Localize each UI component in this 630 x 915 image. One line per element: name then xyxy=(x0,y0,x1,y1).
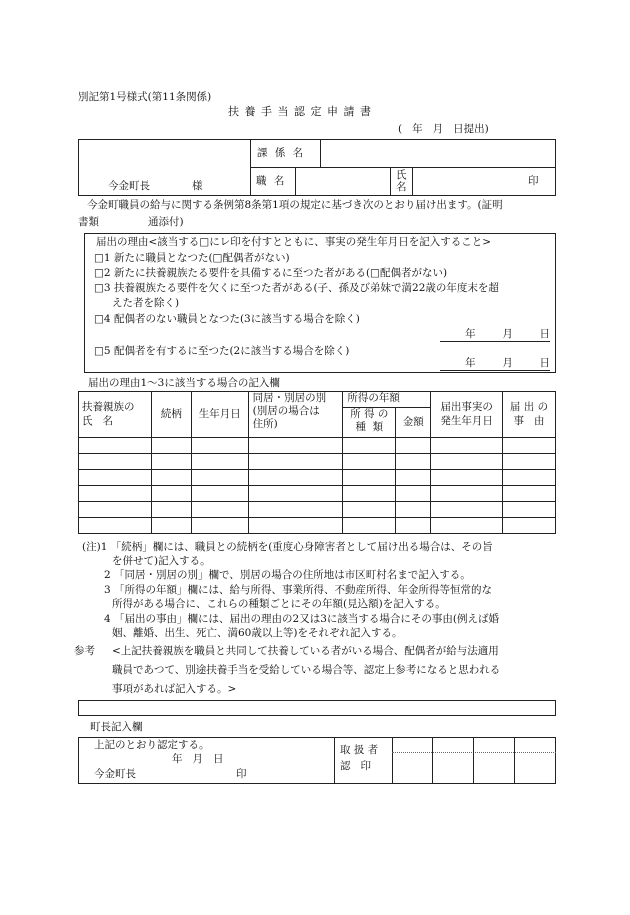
note-4: 4 「届出の事由」欄には、届出の理由の2又は3に該当する場合にその事由(例えば婚 xyxy=(104,613,499,625)
header-income: 所得の年額 xyxy=(343,392,431,408)
header-birthdate: 生年月日 xyxy=(191,392,248,438)
reference-line-3: 事項があれば記入する。> xyxy=(112,683,237,695)
position-field[interactable] xyxy=(297,169,389,195)
header-name: 扶養親族の 氏 名 xyxy=(79,392,152,438)
note-1: (注)1 「続柄」欄には、職員との続柄を(重度心身障害者として届け出る場合は、その旨 xyxy=(82,541,493,553)
reason-5[interactable]: □5 配偶者を有するに至つた(2に該当する場合を除く) xyxy=(94,345,350,357)
submission-date[interactable]: ( 年 月 日提出) xyxy=(398,123,489,135)
note-3-cont: 所得がある場合に、これらの種類ごとにその年額(見込額)を記入する。 xyxy=(112,598,446,610)
handler-seal-cell-2[interactable] xyxy=(433,738,474,783)
reason-1[interactable]: □1 新たに職員となつた(□配偶者がない) xyxy=(94,252,290,264)
intro-docs: 書類 xyxy=(78,216,99,228)
note-3: 3 「所得の年額」欄には、給与所得、事業所得、不動産所得、年金所得等恒常的な xyxy=(104,584,493,596)
approve-date[interactable]: 年 月 日 xyxy=(172,753,224,765)
note-4-cont: 姻、離婚、出生、死亡、満60歳以上等)をそれぞれ記入する。 xyxy=(112,627,403,639)
reference-line-2: 職員であつて、別途扶養手当を受給している場合等、認定上参考になると思われる xyxy=(112,664,501,676)
handler-label-2: 認 印 xyxy=(340,760,372,772)
table-row xyxy=(79,502,556,518)
approve-text: 上記のとおり認定する。 xyxy=(94,739,210,751)
table-caption: 届出の理由1〜3に該当する場合の記入欄 xyxy=(88,377,280,389)
table-row xyxy=(79,486,556,502)
table-row xyxy=(79,438,556,454)
dependents-table xyxy=(78,391,556,534)
mayor-seal: 印 xyxy=(236,768,247,780)
handler-seal-cell-1[interactable] xyxy=(393,738,433,783)
mayor-name: 今金町長 xyxy=(94,768,136,780)
header-residence: 同居・別居の別 (別居の場合は 住所) xyxy=(248,392,343,438)
header-reason: 届 出 の 事 由 xyxy=(503,392,556,438)
form-number: 別記第1号様式(第11条関係) xyxy=(78,91,212,103)
form-title: 扶 養 手 当 認 定 申 請 書 xyxy=(228,105,372,118)
reason-5-date[interactable]: 年 月 日 xyxy=(440,357,550,371)
handler-seal-cell-4[interactable] xyxy=(515,738,555,783)
header-event-date: 届出事実の 発生年月日 xyxy=(431,392,503,438)
table-row xyxy=(79,470,556,486)
reason-3-cont: えた者を除く) xyxy=(112,297,180,309)
mayor-honorific: 様 xyxy=(192,180,203,192)
reference-field[interactable] xyxy=(78,700,556,716)
intro-line-1: 今金町職員の給与に関する条例第8条第1項の規定に基づき次のとおり届け出ます。(証明 xyxy=(87,199,503,211)
handler-seal-cell-3[interactable] xyxy=(474,738,515,783)
reason-2[interactable]: □2 新たに扶養親族たる要件を具備するに至つた者がある(□配偶者がない) xyxy=(94,267,448,279)
reasons-header: 届出の理由<該当する□にレ印を付すとともに、事実の発生年月日を記入すること> xyxy=(96,236,492,248)
mayor-addressee: 今金町長 xyxy=(108,180,150,192)
mayor-section-caption: 町長記入欄 xyxy=(90,721,143,733)
reason-4[interactable]: □4 配偶者のない職員となつた(3に該当する場合を除く) xyxy=(94,313,360,325)
intro-attach-count: 通添付) xyxy=(148,216,184,228)
note-2: 2 「同居・別居の別」欄で、別居の場合の住所地は市区町村名まで記入する。 xyxy=(104,569,471,581)
header-income-type: 所 得 の 種 類 xyxy=(343,408,396,438)
table-row xyxy=(79,454,556,470)
name-label-2: 名 xyxy=(396,181,407,193)
header-income-amount: 金額 xyxy=(396,408,431,438)
reason-4-date[interactable]: 年 月 日 xyxy=(440,328,550,342)
name-label-1: 氏 xyxy=(396,169,407,181)
note-1-cont: を併せて)記入する。 xyxy=(112,555,211,567)
table-row xyxy=(79,518,556,534)
dept-label: 課 係 名 xyxy=(257,147,306,159)
seal-mark: 印 xyxy=(528,175,539,187)
reference-label: 参考 xyxy=(74,645,95,657)
reason-3[interactable]: □3 扶養親族たる要件を欠くに至つた者がある(子、孫及び弟妹で満22歳の年度末を超 xyxy=(94,282,499,294)
header-relation: 続柄 xyxy=(151,392,191,438)
reference-line-1: <上記扶養親族を職員と共同して扶養している者がいる場合、配偶者が給与法適用 xyxy=(112,645,499,657)
handler-label-1: 取 扱 者 xyxy=(340,744,379,756)
position-label: 職 名 xyxy=(256,175,287,187)
dept-field[interactable] xyxy=(322,140,554,166)
